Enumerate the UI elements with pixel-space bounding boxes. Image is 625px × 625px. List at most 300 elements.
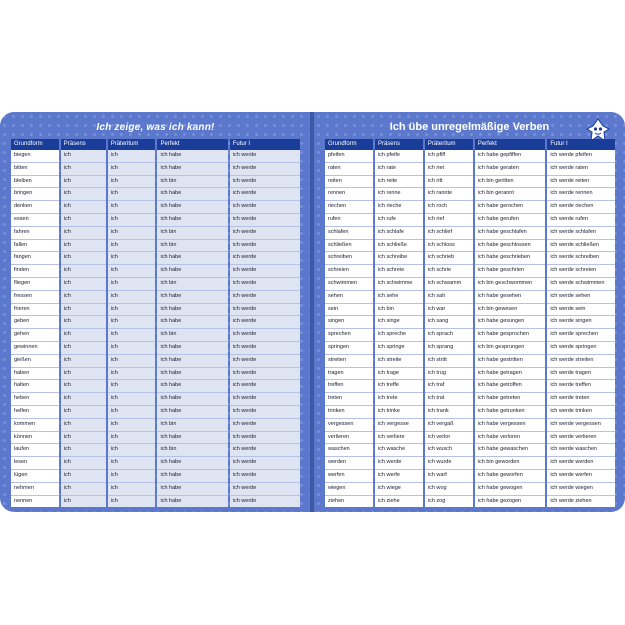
table-row bbox=[325, 150, 615, 163]
left-cell-futur[interactable]: ich werde bbox=[230, 432, 300, 445]
left-cell-perfekt[interactable]: ich bin bbox=[157, 444, 227, 457]
right-cell-praesens: ich rufe bbox=[375, 214, 423, 227]
left-cell-praeteritum[interactable]: ich bbox=[108, 304, 156, 317]
right-cell-futur: ich werde rufen bbox=[547, 214, 615, 227]
right-cell-praeteritum: ich verlor bbox=[425, 432, 473, 445]
table-row bbox=[325, 265, 615, 278]
left-cell-perfekt[interactable]: ich habe bbox=[157, 380, 227, 393]
left-cell-grundform: bringen bbox=[11, 188, 59, 201]
left-header-row bbox=[11, 139, 300, 150]
table-row bbox=[325, 240, 615, 253]
left-cell-futur[interactable]: ich werde bbox=[230, 227, 300, 240]
left-cell-praeteritum[interactable]: ich bbox=[108, 188, 156, 201]
table-row bbox=[11, 278, 300, 291]
left-cell-perfekt[interactable]: ich habe bbox=[157, 483, 227, 496]
right-cell-praeteritum: ich rief bbox=[425, 214, 473, 227]
left-cell-praesens[interactable]: ich bbox=[61, 316, 106, 329]
right-cell-perfekt: ich habe gestritten bbox=[475, 355, 546, 368]
right-cell-praeteritum: ich trug bbox=[425, 368, 473, 381]
table-row bbox=[325, 304, 615, 317]
table-row bbox=[11, 342, 300, 355]
table-row bbox=[325, 444, 615, 457]
left-cell-praesens[interactable]: ich bbox=[61, 278, 106, 291]
right-cell-praesens: ich springe bbox=[375, 342, 423, 355]
right-cell-praeteritum: ich stritt bbox=[425, 355, 473, 368]
left-cell-perfekt[interactable]: ich habe bbox=[157, 214, 227, 227]
right-cell-perfekt: ich habe vergessen bbox=[475, 419, 546, 432]
left-cell-perfekt[interactable]: ich habe bbox=[157, 496, 227, 508]
right-cell-grundform: pfeifen bbox=[325, 150, 373, 163]
left-cell-perfekt[interactable]: ich habe bbox=[157, 432, 227, 445]
left-cell-praeteritum[interactable]: ich bbox=[108, 265, 156, 278]
left-cell-grundform: nennen bbox=[11, 496, 59, 508]
table-row bbox=[325, 227, 615, 240]
left-cell-futur[interactable]: ich werde bbox=[230, 444, 300, 457]
left-header-grundform: Grundform bbox=[11, 139, 59, 150]
left-cell-praesens[interactable]: ich bbox=[61, 419, 106, 432]
right-cell-grundform: verlieren bbox=[325, 432, 373, 445]
table-row bbox=[11, 265, 300, 278]
right-cell-praeteritum: ich schloss bbox=[425, 240, 473, 253]
right-cell-perfekt: ich habe gewaschen bbox=[475, 444, 546, 457]
left-cell-praeteritum[interactable]: ich bbox=[108, 483, 156, 496]
right-cell-grundform: riechen bbox=[325, 201, 373, 214]
left-cell-futur[interactable]: ich werde bbox=[230, 214, 300, 227]
table-row bbox=[325, 496, 615, 508]
table-row bbox=[11, 496, 300, 508]
right-cell-praeteritum: ich roch bbox=[425, 201, 473, 214]
right-cell-perfekt: ich habe getroffen bbox=[475, 380, 546, 393]
right-cell-grundform: sehen bbox=[325, 291, 373, 304]
table-row bbox=[11, 163, 300, 176]
table-row bbox=[325, 316, 615, 329]
right-cell-perfekt: ich habe geschrien bbox=[475, 265, 546, 278]
right-cell-praesens: ich singe bbox=[375, 316, 423, 329]
right-cell-grundform: reiten bbox=[325, 176, 373, 189]
right-cell-praesens: ich sehe bbox=[375, 291, 423, 304]
table-row bbox=[325, 342, 615, 355]
left-cell-futur[interactable]: ich werde bbox=[230, 265, 300, 278]
right-cell-futur: ich werde schwimmen bbox=[547, 278, 615, 291]
right-cell-praeteritum: ich traf bbox=[425, 380, 473, 393]
left-table-body bbox=[11, 150, 300, 507]
table-row bbox=[325, 483, 615, 496]
left-cell-grundform: lügen bbox=[11, 470, 59, 483]
right-cell-perfekt: ich habe geschlossen bbox=[475, 240, 546, 253]
left-cell-perfekt[interactable]: ich habe bbox=[157, 393, 227, 406]
left-cell-futur[interactable]: ich werde bbox=[230, 329, 300, 342]
left-cell-praeteritum[interactable]: ich bbox=[108, 278, 156, 291]
left-cell-praeteritum[interactable]: ich bbox=[108, 457, 156, 470]
right-cell-praesens: ich vergesse bbox=[375, 419, 423, 432]
left-cell-futur[interactable]: ich werde bbox=[230, 201, 300, 214]
right-cell-futur: ich werde sein bbox=[547, 304, 615, 317]
left-cell-praeteritum[interactable]: ich bbox=[108, 432, 156, 445]
left-cell-grundform: frieren bbox=[11, 304, 59, 317]
right-cell-praesens: ich trete bbox=[375, 393, 423, 406]
right-cell-perfekt: ich habe verloren bbox=[475, 432, 546, 445]
right-cell-praesens: ich streite bbox=[375, 355, 423, 368]
right-cell-perfekt: ich habe geschlafen bbox=[475, 227, 546, 240]
left-cell-praesens[interactable]: ich bbox=[61, 227, 106, 240]
right-cell-praeteritum: ich wog bbox=[425, 483, 473, 496]
left-cell-praeteritum[interactable]: ich bbox=[108, 291, 156, 304]
right-cell-praesens: ich werfe bbox=[375, 470, 423, 483]
left-cell-praeteritum[interactable]: ich bbox=[108, 214, 156, 227]
table-row bbox=[11, 444, 300, 457]
left-cell-grundform: fliegen bbox=[11, 278, 59, 291]
right-cell-grundform: schlafen bbox=[325, 227, 373, 240]
right-cell-futur: ich werde verlieren bbox=[547, 432, 615, 445]
right-cell-futur: ich werde wiegen bbox=[547, 483, 615, 496]
left-header-praesens: Präsens bbox=[61, 139, 106, 150]
left-cell-grundform: lesen bbox=[11, 457, 59, 470]
left-cell-perfekt[interactable]: ich habe bbox=[157, 252, 227, 265]
right-cell-perfekt: ich bin geschwommen bbox=[475, 278, 546, 291]
table-row bbox=[325, 163, 615, 176]
right-header-praesens: Präsens bbox=[375, 139, 423, 150]
left-cell-grundform: heben bbox=[11, 393, 59, 406]
left-cell-praeteritum[interactable]: ich bbox=[108, 444, 156, 457]
left-cell-praeteritum[interactable]: ich bbox=[108, 470, 156, 483]
left-cell-grundform: denken bbox=[11, 201, 59, 214]
right-cell-futur: ich werde schlafen bbox=[547, 227, 615, 240]
right-cell-praeteritum: ich pfiff bbox=[425, 150, 473, 163]
table-row bbox=[11, 419, 300, 432]
table-row bbox=[11, 368, 300, 381]
table-row bbox=[11, 176, 300, 189]
right-cell-futur: ich werde werfen bbox=[547, 470, 615, 483]
right-cell-futur: ich werde treten bbox=[547, 393, 615, 406]
left-cell-perfekt[interactable]: ich habe bbox=[157, 368, 227, 381]
left-header-perfekt: Perfekt bbox=[157, 139, 227, 150]
left-cell-futur[interactable]: ich werde bbox=[230, 419, 300, 432]
right-cell-praeteritum: ich riet bbox=[425, 163, 473, 176]
right-cell-futur: ich werde ziehen bbox=[547, 496, 615, 508]
right-cell-praesens: ich schwimme bbox=[375, 278, 423, 291]
left-cell-perfekt[interactable]: ich habe bbox=[157, 150, 227, 163]
right-cell-grundform: rufen bbox=[325, 214, 373, 227]
left-cell-grundform: bitten bbox=[11, 163, 59, 176]
right-cell-praesens: ich werde bbox=[375, 457, 423, 470]
right-cell-grundform: werden bbox=[325, 457, 373, 470]
right-cell-praeteritum: ich trat bbox=[425, 393, 473, 406]
left-cell-grundform: biegen bbox=[11, 150, 59, 163]
right-cell-praeteritum: ich war bbox=[425, 304, 473, 317]
right-cell-futur: ich werde waschen bbox=[547, 444, 615, 457]
left-cell-futur[interactable]: ich werde bbox=[230, 380, 300, 393]
right-cell-grundform: treten bbox=[325, 393, 373, 406]
left-cell-perfekt[interactable]: ich habe bbox=[157, 201, 227, 214]
right-cell-grundform: waschen bbox=[325, 444, 373, 457]
right-cell-grundform: schließen bbox=[325, 240, 373, 253]
table-row bbox=[325, 368, 615, 381]
left-cell-praeteritum[interactable]: ich bbox=[108, 176, 156, 189]
right-cell-perfekt: ich habe gepfiffen bbox=[475, 150, 546, 163]
right-cell-perfekt: ich bin gewesen bbox=[475, 304, 546, 317]
left-cell-praesens[interactable]: ich bbox=[61, 368, 106, 381]
right-cell-praeteritum: ich sang bbox=[425, 316, 473, 329]
left-cell-grundform: fahren bbox=[11, 227, 59, 240]
left-cell-futur[interactable]: ich werde bbox=[230, 342, 300, 355]
right-cell-praesens: ich trinke bbox=[375, 406, 423, 419]
left-cell-grundform: fallen bbox=[11, 240, 59, 253]
left-cell-praesens[interactable]: ich bbox=[61, 432, 106, 445]
left-cell-futur[interactable]: ich werde bbox=[230, 470, 300, 483]
table-row bbox=[325, 419, 615, 432]
right-cell-grundform: sein bbox=[325, 304, 373, 317]
right-cell-perfekt: ich habe gesprochen bbox=[475, 329, 546, 342]
right-cell-praeteritum: ich sprang bbox=[425, 342, 473, 355]
left-header-praeteritum: Präteritum bbox=[108, 139, 156, 150]
left-cell-praeteritum[interactable]: ich bbox=[108, 368, 156, 381]
left-cell-futur[interactable]: ich werde bbox=[230, 483, 300, 496]
left-cell-praesens[interactable]: ich bbox=[61, 406, 106, 419]
table-row bbox=[11, 316, 300, 329]
left-cell-futur[interactable]: ich werde bbox=[230, 291, 300, 304]
left-cell-perfekt[interactable]: ich habe bbox=[157, 355, 227, 368]
table-row bbox=[11, 355, 300, 368]
left-cell-praesens[interactable]: ich bbox=[61, 163, 106, 176]
workbook-spread bbox=[0, 112, 625, 512]
right-cell-perfekt: ich habe geworfen bbox=[475, 470, 546, 483]
right-cell-futur: ich werde rennen bbox=[547, 188, 615, 201]
table-row bbox=[325, 457, 615, 470]
left-cell-perfekt[interactable]: ich bin bbox=[157, 329, 227, 342]
left-cell-praesens[interactable]: ich bbox=[61, 483, 106, 496]
left-cell-praeteritum[interactable]: ich bbox=[108, 201, 156, 214]
right-cell-perfekt: ich habe getragen bbox=[475, 368, 546, 381]
left-cell-futur[interactable]: ich werde bbox=[230, 496, 300, 508]
right-cell-perfekt: ich habe gesungen bbox=[475, 316, 546, 329]
left-cell-praeteritum[interactable]: ich bbox=[108, 227, 156, 240]
right-cell-praeteritum: ich wurde bbox=[425, 457, 473, 470]
left-cell-perfekt[interactable]: ich bin bbox=[157, 176, 227, 189]
right-cell-praeteritum: ich schwamm bbox=[425, 278, 473, 291]
left-cell-praeteritum[interactable]: ich bbox=[108, 380, 156, 393]
left-cell-praesens[interactable]: ich bbox=[61, 496, 106, 508]
right-cell-grundform: schwimmen bbox=[325, 278, 373, 291]
right-cell-futur: ich werde sprechen bbox=[547, 329, 615, 342]
left-cell-praeteritum[interactable]: ich bbox=[108, 240, 156, 253]
left-cell-grundform: geben bbox=[11, 316, 59, 329]
table-row bbox=[325, 406, 615, 419]
left-cell-futur[interactable]: ich werde bbox=[230, 188, 300, 201]
left-cell-praesens[interactable]: ich bbox=[61, 393, 106, 406]
left-cell-grundform: fangen bbox=[11, 252, 59, 265]
left-cell-futur[interactable]: ich werde bbox=[230, 176, 300, 189]
left-cell-praeteritum[interactable]: ich bbox=[108, 393, 156, 406]
table-row bbox=[325, 380, 615, 393]
left-cell-praesens[interactable]: ich bbox=[61, 304, 106, 317]
table-row bbox=[11, 252, 300, 265]
left-cell-futur[interactable]: ich werde bbox=[230, 355, 300, 368]
left-cell-futur[interactable]: ich werde bbox=[230, 252, 300, 265]
left-cell-praesens[interactable]: ich bbox=[61, 176, 106, 189]
left-cell-perfekt[interactable]: ich habe bbox=[157, 342, 227, 355]
left-cell-grundform: gießen bbox=[11, 355, 59, 368]
table-row bbox=[11, 470, 300, 483]
left-cell-praesens[interactable]: ich bbox=[61, 188, 106, 201]
right-cell-futur: ich werde sehen bbox=[547, 291, 615, 304]
left-cell-grundform: bleiben bbox=[11, 176, 59, 189]
right-cell-grundform: tragen bbox=[325, 368, 373, 381]
right-cell-perfekt: ich habe gezogen bbox=[475, 496, 546, 508]
left-cell-praeteritum[interactable]: ich bbox=[108, 150, 156, 163]
left-cell-praeteritum[interactable]: ich bbox=[108, 163, 156, 176]
left-cell-perfekt[interactable]: ich bin bbox=[157, 419, 227, 432]
right-cell-praeteritum: ich warf bbox=[425, 470, 473, 483]
left-cell-futur[interactable]: ich werde bbox=[230, 393, 300, 406]
left-cell-praesens[interactable]: ich bbox=[61, 291, 106, 304]
right-cell-praeteritum: ich schlief bbox=[425, 227, 473, 240]
right-cell-futur: ich werde vergessen bbox=[547, 419, 615, 432]
right-cell-praesens: ich rate bbox=[375, 163, 423, 176]
left-cell-praesens[interactable]: ich bbox=[61, 150, 106, 163]
left-cell-praesens[interactable]: ich bbox=[61, 252, 106, 265]
left-cell-praesens[interactable]: ich bbox=[61, 342, 106, 355]
left-cell-perfekt[interactable]: ich habe bbox=[157, 291, 227, 304]
right-page-title: Ich übe unregelmäßige Verben bbox=[389, 121, 550, 133]
right-header-row bbox=[325, 139, 615, 150]
left-cell-grundform: nehmen bbox=[11, 483, 59, 496]
left-cell-perfekt[interactable]: ich habe bbox=[157, 304, 227, 317]
right-cell-praesens: ich treffe bbox=[375, 380, 423, 393]
right-cell-perfekt: ich bin gesprungen bbox=[475, 342, 546, 355]
right-cell-praeteritum: ich rannte bbox=[425, 188, 473, 201]
table-row bbox=[11, 304, 300, 317]
left-cell-grundform: fressen bbox=[11, 291, 59, 304]
left-cell-grundform: können bbox=[11, 432, 59, 445]
right-cell-grundform: ziehen bbox=[325, 496, 373, 508]
right-cell-perfekt: ich bin geworden bbox=[475, 457, 546, 470]
left-cell-praeteritum[interactable]: ich bbox=[108, 419, 156, 432]
right-header-perfekt: Perfekt bbox=[475, 139, 546, 150]
left-cell-praeteritum[interactable]: ich bbox=[108, 355, 156, 368]
left-cell-perfekt[interactable]: ich habe bbox=[157, 406, 227, 419]
left-cell-futur[interactable]: ich werde bbox=[230, 457, 300, 470]
left-cell-praesens[interactable]: ich bbox=[61, 444, 106, 457]
left-cell-grundform: finden bbox=[11, 265, 59, 278]
right-cell-praesens: ich wiege bbox=[375, 483, 423, 496]
table-row bbox=[11, 457, 300, 470]
right-cell-praesens: ich rieche bbox=[375, 201, 423, 214]
left-cell-praesens[interactable]: ich bbox=[61, 329, 106, 342]
right-cell-futur: ich werde reiten bbox=[547, 176, 615, 189]
left-verb-table bbox=[9, 139, 302, 507]
right-cell-praesens: ich pfeife bbox=[375, 150, 423, 163]
left-cell-praesens[interactable]: ich bbox=[61, 201, 106, 214]
right-cell-futur: ich werde schreiben bbox=[547, 252, 615, 265]
right-cell-praeteritum: ich schrieb bbox=[425, 252, 473, 265]
left-cell-praesens[interactable]: ich bbox=[61, 214, 106, 227]
left-cell-praesens[interactable]: ich bbox=[61, 457, 106, 470]
left-cell-grundform: essen bbox=[11, 214, 59, 227]
left-cell-futur[interactable]: ich werde bbox=[230, 150, 300, 163]
left-cell-praeteritum[interactable]: ich bbox=[108, 252, 156, 265]
left-cell-futur[interactable]: ich werde bbox=[230, 240, 300, 253]
right-cell-grundform: schreiben bbox=[325, 252, 373, 265]
right-cell-grundform: rennen bbox=[325, 188, 373, 201]
left-cell-futur[interactable]: ich werde bbox=[230, 278, 300, 291]
right-cell-futur: ich werde schreien bbox=[547, 265, 615, 278]
left-cell-perfekt[interactable]: ich habe bbox=[157, 188, 227, 201]
table-row bbox=[325, 291, 615, 304]
left-cell-praesens[interactable]: ich bbox=[61, 380, 106, 393]
right-cell-futur: ich werde treffen bbox=[547, 380, 615, 393]
left-cell-futur[interactable]: ich werde bbox=[230, 406, 300, 419]
left-cell-perfekt[interactable]: ich habe bbox=[157, 163, 227, 176]
right-cell-grundform: treffen bbox=[325, 380, 373, 393]
right-cell-praeteritum: ich wusch bbox=[425, 444, 473, 457]
right-cell-grundform: springen bbox=[325, 342, 373, 355]
table-row bbox=[325, 432, 615, 445]
left-cell-praesens[interactable]: ich bbox=[61, 470, 106, 483]
right-cell-perfekt: ich habe gewogen bbox=[475, 483, 546, 496]
left-cell-grundform: helfen bbox=[11, 406, 59, 419]
left-cell-grundform: gehen bbox=[11, 329, 59, 342]
left-cell-futur[interactable]: ich werde bbox=[230, 316, 300, 329]
table-row bbox=[11, 291, 300, 304]
right-cell-praesens: ich schließe bbox=[375, 240, 423, 253]
left-cell-praeteritum[interactable]: ich bbox=[108, 342, 156, 355]
left-cell-perfekt[interactable]: ich bin bbox=[157, 240, 227, 253]
table-row bbox=[11, 393, 300, 406]
right-cell-praeteritum: ich trank bbox=[425, 406, 473, 419]
left-cell-futur[interactable]: ich werde bbox=[230, 368, 300, 381]
left-cell-praeteritum[interactable]: ich bbox=[108, 406, 156, 419]
left-cell-perfekt[interactable]: ich habe bbox=[157, 265, 227, 278]
table-row bbox=[325, 176, 615, 189]
right-header-futur: Futur I bbox=[547, 139, 615, 150]
left-cell-praeteritum[interactable]: ich bbox=[108, 496, 156, 508]
right-cell-praeteritum: ich ritt bbox=[425, 176, 473, 189]
left-cell-praesens[interactable]: ich bbox=[61, 265, 106, 278]
left-cell-praeteritum[interactable]: ich bbox=[108, 316, 156, 329]
left-cell-praeteritum[interactable]: ich bbox=[108, 329, 156, 342]
right-cell-grundform: streiten bbox=[325, 355, 373, 368]
right-cell-grundform: singen bbox=[325, 316, 373, 329]
left-page-title: Ich zeige, was ich kann! bbox=[96, 122, 215, 133]
table-row bbox=[325, 470, 615, 483]
left-cell-perfekt[interactable]: ich habe bbox=[157, 470, 227, 483]
right-cell-praesens: ich ziehe bbox=[375, 496, 423, 508]
left-cell-futur[interactable]: ich werde bbox=[230, 304, 300, 317]
table-row bbox=[11, 188, 300, 201]
right-cell-grundform: werfen bbox=[325, 470, 373, 483]
right-cell-futur: ich werde werden bbox=[547, 457, 615, 470]
right-cell-praeteritum: ich vergaß bbox=[425, 419, 473, 432]
left-cell-futur[interactable]: ich werde bbox=[230, 163, 300, 176]
table-row bbox=[325, 201, 615, 214]
left-cell-perfekt[interactable]: ich habe bbox=[157, 457, 227, 470]
right-cell-perfekt: ich habe getrunken bbox=[475, 406, 546, 419]
table-row bbox=[11, 380, 300, 393]
left-cell-praesens[interactable]: ich bbox=[61, 355, 106, 368]
right-cell-perfekt: ich habe geschrieben bbox=[475, 252, 546, 265]
right-page bbox=[314, 112, 625, 512]
left-cell-praesens[interactable]: ich bbox=[61, 240, 106, 253]
right-cell-perfekt: ich habe getreten bbox=[475, 393, 546, 406]
right-cell-praesens: ich verliere bbox=[375, 432, 423, 445]
left-cell-perfekt[interactable]: ich habe bbox=[157, 316, 227, 329]
right-cell-praesens: ich trage bbox=[375, 368, 423, 381]
table-row bbox=[325, 355, 615, 368]
table-row bbox=[325, 188, 615, 201]
left-cell-perfekt[interactable]: ich bin bbox=[157, 227, 227, 240]
left-cell-perfekt[interactable]: ich bin bbox=[157, 278, 227, 291]
right-cell-praeteritum: ich schrie bbox=[425, 265, 473, 278]
